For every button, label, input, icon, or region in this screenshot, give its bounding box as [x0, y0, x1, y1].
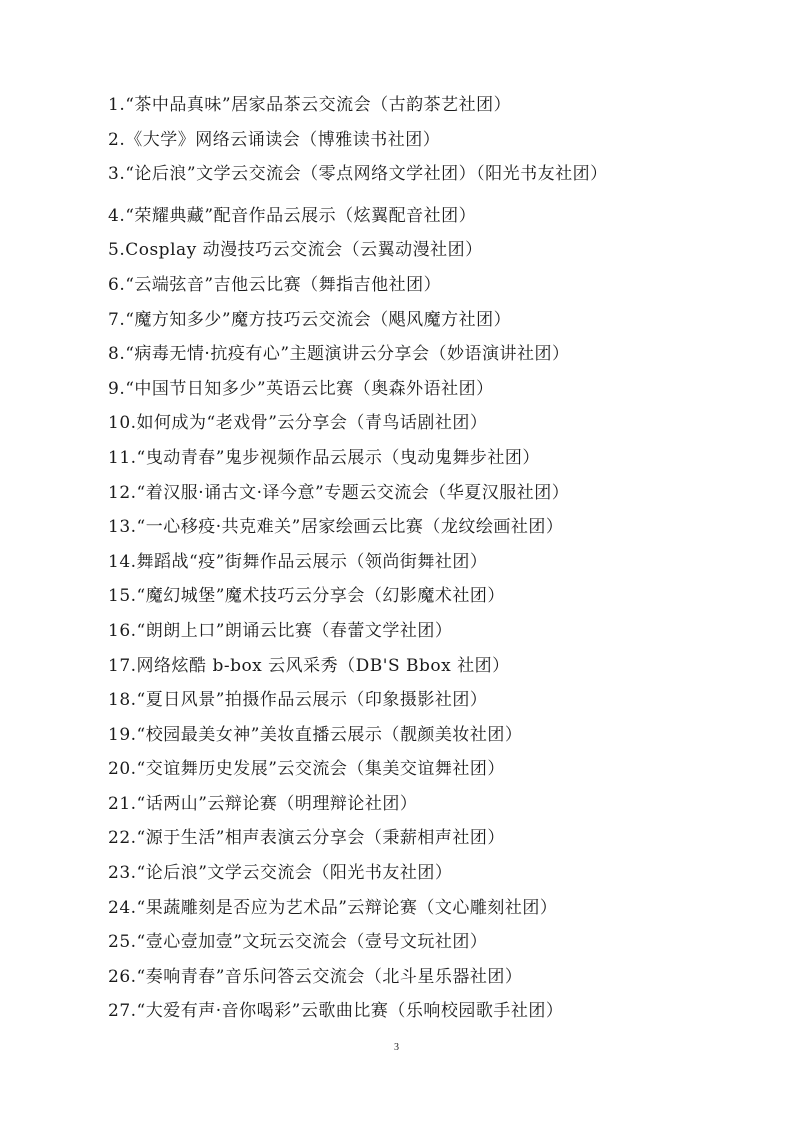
list-item: 2.《大学》网络云诵读会（博雅读书社团） — [108, 129, 441, 150]
list-item: 5.Cosplay 动漫技巧云交流会（云翼动漫社团） — [108, 240, 483, 261]
list-item: 26.“奏响青春”音乐问答云交流会（北斗星乐器社团） — [108, 966, 523, 987]
list-item: 25.“壹心壹加壹”文玩云交流会（壹号文玩社团） — [108, 932, 488, 953]
list-item: 6.“云端弦音”吉他云比赛（舞指吉他社团） — [108, 274, 442, 295]
list-item: 1.“茶中品真味”居家品茶云交流会（古韵茶艺社团） — [108, 95, 512, 115]
page-number: 3 — [394, 1042, 399, 1053]
list-item: 21.“话两山”云辩论赛（明理辩论社团） — [108, 793, 418, 814]
list-item: 11.“曳动青春”鬼步视频作品云展示（曳动鬼舞步社团） — [108, 447, 540, 468]
list-item: 17.网络炫酷 b-box 云风采秀（DB'S Bbox 社团） — [108, 655, 510, 676]
list-item: 15.“魔幻城堡”魔术技巧云分享会（幻影魔术社团） — [108, 586, 505, 607]
list-item: 14.舞蹈战“疫”街舞作品云展示（领尚街舞社团） — [108, 551, 488, 572]
list-item: 4.“荣耀典藏”配音作品云展示（炫翼配音社团） — [108, 205, 477, 226]
list-item: 3.“论后浪”文学云交流会（零点网络文学社团）（阳光书友社团） — [108, 164, 608, 185]
list-item: 24.“果蔬雕刻是否应为艺术品”云辩论赛（文心雕刻社团） — [108, 897, 558, 918]
list-item: 23.“论后浪”文学云交流会（阳光书友社团） — [108, 863, 453, 884]
list-item: 27.“大爱有声·音你喝彩”云歌曲比赛（乐响校园歌手社团） — [108, 1001, 564, 1022]
list-item: 10.如何成为“老戏骨”云分享会（青鸟话剧社团） — [108, 413, 488, 434]
list-item: 22.“源于生活”相声表演云分享会（秉薪相声社团） — [108, 828, 505, 849]
list-item: 12.“着汉服·诵古文·译今意”专题云交流会（华夏汉服社团） — [108, 482, 570, 503]
list-item: 16.“朗朗上口”朗诵云比赛（春蕾文学社团） — [108, 620, 453, 641]
list-item: 18.“夏日风景”拍摄作品云展示（印象摄影社团） — [108, 690, 488, 711]
list-item: 9.“中国节日知多少”英语云比赛（奥森外语社团） — [108, 378, 494, 399]
activity-list — [108, 88, 748, 1029]
list-item: 20.“交谊舞历史发展”云交流会（集美交谊舞社团） — [108, 759, 505, 780]
list-item: 13.“一心移疫·共克难关”居家绘画云比赛（龙纹绘画社团） — [108, 517, 564, 538]
list-item: 7.“魔方知多少”魔方技巧云交流会（飓风魔方社团） — [108, 309, 512, 330]
list-item: 8.“病毒无情·抗疫有心”主题演讲云分享会（妙语演讲社团） — [108, 344, 570, 365]
list-item: 19.“校园最美女神”美妆直播云展示（靓颜美妆社团） — [108, 724, 523, 745]
